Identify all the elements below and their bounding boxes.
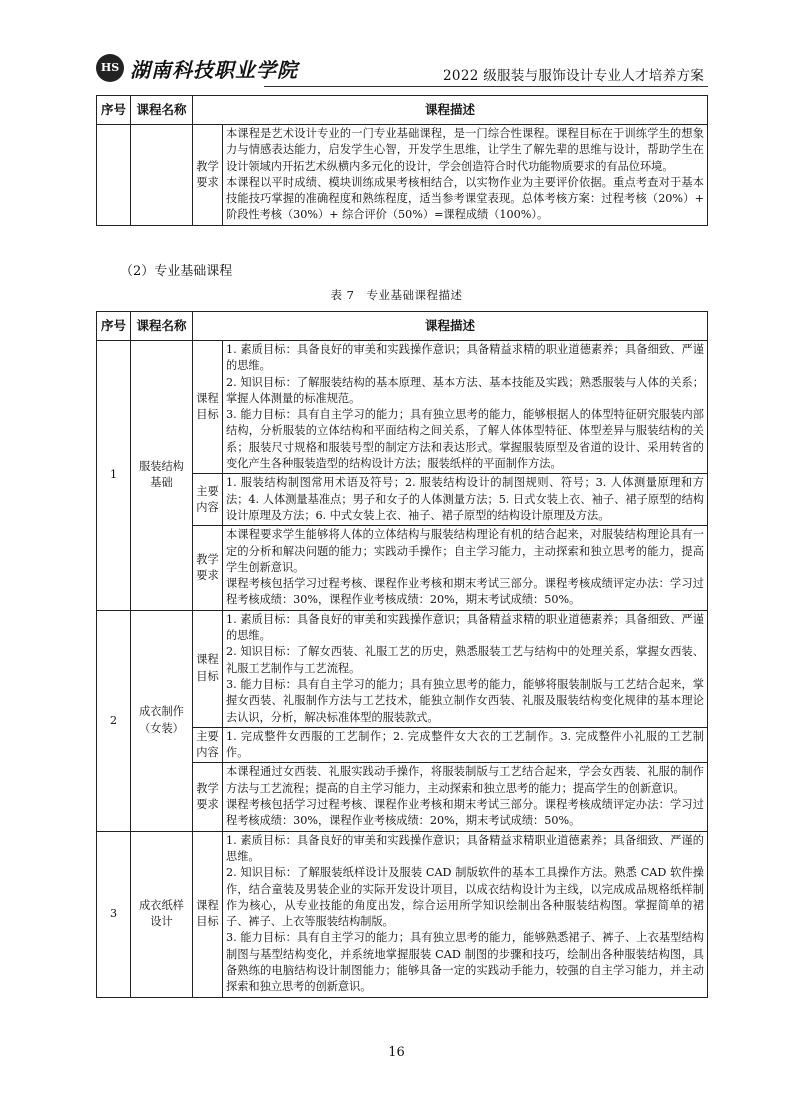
course-table <box>96 311 708 998</box>
paragraph: 1. 素质目标：具备良好的审美和实践操作意识；具备精益求精的职业道德素养；具备细致、严谨的思维。 <box>226 343 704 373</box>
header-desc: 课程描述 <box>193 312 708 341</box>
paragraph: 1. 素质目标：具备良好的审美和实践操作意识；具备精益求精职业道德素养；具备细致、严谨的思维。 <box>226 833 704 863</box>
header-no: 序号 <box>97 96 131 125</box>
req-label: 教学要求 <box>193 763 223 831</box>
paragraph: 3. 能力目标：具有自主学习的能力；具有独立思考的能力，能够根据人的体型特征研究服装内部结构，分析服装的立体结构和平面结构之间关系，了解人体体型特征、体型差异与服装结构的关系；服装尺寸规格和服装号型的制定方法和表达形式。掌握服装原型及省道的设计、采用转省的变化产生各种服装造型的结构设计方法；服装纸样的平面制作方法。 <box>226 408 704 471</box>
goal-cell <box>223 341 708 474</box>
desc-cell <box>223 125 708 226</box>
table-row <box>97 341 708 474</box>
goal-cell <box>223 610 708 727</box>
paragraph: 1. 素质目标：具备良好的审美和实践操作意识；具备精益求精的职业道德素养；具备细致、严谨的思维。 <box>226 612 704 643</box>
paragraph: 本课程是艺术设计专业的一门专业基础课程，是一门综合性课程。课程目标在于训练学生的想象力与情感表达能力，启发学生心智，开发学生思维，让学生了解先辈的思维与设计，帮助学生在设计领域内开拓艺术纵横内多元化的设计，学会创造符合时代功能物质要求的有品位环境。 <box>226 127 704 173</box>
header-desc: 课程描述 <box>193 96 708 125</box>
course-name: 服装结构基础 <box>131 341 193 611</box>
page-number: 16 <box>388 1045 405 1060</box>
content-label: 主要内容 <box>193 727 223 763</box>
table-row <box>97 125 708 226</box>
course-name: 成衣制作（女装） <box>131 610 193 831</box>
course-no: 3 <box>97 831 131 997</box>
goal-label: 课程目标 <box>193 831 223 997</box>
course-name: 成衣纸样设计 <box>131 831 193 997</box>
paragraph: 2. 知识目标：了解服装纸样设计及服装 CAD 制版软件的基本工具操作方法。熟悉 CAD 软件操作，结合童装及男装企业的实际开发设计项目，以成衣结构设计为主线，以完成成品规格纸样制作为核心，从专业技能的角度出发，综合运用所学知识绘制出各种服装结构图。掌握简单的裙子、裤子、上衣等服装结构制版。 <box>226 866 704 929</box>
content-label: 主要内容 <box>193 474 223 526</box>
goal-label: 课程目标 <box>193 610 223 727</box>
paragraph: 2. 知识目标：了解服装结构的基本原理、基本方法、基本技能及实践；熟悉服装与人体的关系；掌握人体测量的标准规范。 <box>226 375 704 405</box>
document-title: 2022 级服装与服饰设计专业人才培养方案 <box>443 68 704 84</box>
paragraph: 本课程以平时成绩、模块训练成果考核相结合，以实物作业为主要评价依据。重点考查对于基本技能技巧掌握的准确程度和熟练程度，适当参考课堂表现。总体考核方案：过程考核（20%）+ 阶段性考核（30%）+ 综合评价（50%）=课程成绩（100%）。 <box>226 175 704 222</box>
goal-label: 课程目标 <box>193 341 223 474</box>
paragraph: 课程考核包括学习过程考核、课程作业考核和期末考试三部分。课程考核成绩评定办法：学习过程考核成绩：30%，课程作业考核成绩：20%，期末考试成绩：50%。 <box>226 577 704 607</box>
paragraph: 课程考核包括学习过程考核、课程作业考核和期末考试三部分。课程考核成绩评定办法：学习过程考核成绩：30%，课程作业考核成绩：20%，期末考试成绩：50%。 <box>226 798 704 828</box>
cell-no <box>97 125 131 226</box>
course-table-continued <box>96 95 708 226</box>
header-rule <box>264 86 708 87</box>
sub-label: 教学要求 <box>193 125 223 226</box>
paragraph: 3. 能力目标：具有自主学习的能力；具有独立思考的能力，能够将服装制版与工艺结合起来，掌握女西装、礼服制作方法与工艺技术，能独立制作女西装、礼服及服装结构变化规律的基本理论去认识，分析，解决标准体型的服装款式。 <box>226 677 704 724</box>
paragraph: 2. 知识目标：了解女西装、礼服工艺的历史，熟悉服装工艺与结构中的处理关系，掌握女西装、礼服工艺制作与工艺流程。 <box>226 645 704 675</box>
content-cell <box>223 474 708 526</box>
college-name: 湖南科技职业学院 <box>130 58 298 82</box>
goal-cell <box>223 831 708 997</box>
table-row <box>97 831 708 997</box>
header-no: 序号 <box>97 312 131 341</box>
course-no: 1 <box>97 341 131 611</box>
paragraph: 本课程通过女西装、礼服实践动手操作，将服装制版与工艺结合起来，学会女西装、礼服的制作方法与工艺流程；提高的自主学习能力，主动探索和独立思考的能力；提高学生的创新意识。 <box>226 765 704 795</box>
paragraph: 1. 完成整件女西服的工艺制作；2. 完成整件女大衣的工艺制作。3. 完成整件小礼服的工艺制作。 <box>226 729 704 760</box>
table-caption: 表 7 专业基础课程描述 <box>330 288 463 302</box>
table-header-row <box>97 312 708 341</box>
college-logo: HS <box>96 54 124 82</box>
req-label: 教学要求 <box>193 526 223 610</box>
req-cell <box>223 763 708 831</box>
header-name: 课程名称 <box>131 312 193 341</box>
paragraph: 本课程要求学生能够将人体的立体结构与服装结构理论有机的结合起来，对服装结构理论具有一定的分析和解决问题的能力；实践动手操作；自主学习能力，主动探索和独立思考的能力，提高学生创新意识。 <box>226 528 704 574</box>
paragraph: 3. 能力目标：具有自主学习的能力；具有独立思考的能力，能够熟悉裙子、裤子、上衣基型结构制图与基型结构变化，并系统地掌握服装 CAD 制图的步骤和技巧，绘制出各种服装结构图，具备熟练的电脑结构设计制图能力；能够具备一定的实践动手能力，较强的自主学习能力，并主动探索和独立思考的创新意识。 <box>226 931 704 994</box>
req-cell <box>223 526 708 610</box>
course-no: 2 <box>97 610 131 831</box>
cell-name <box>131 125 193 226</box>
paragraph: 1. 服装结构制图常用术语及符号；2. 服装结构设计的制图规则、符号；3. 人体测量原理和方法；4. 人体测量基准点；男子和女子的人体测量方法；5. 日式女装上衣、袖子、裙子原型的结构设计原理及方法；6. 中式女装上衣、袖子、裙子原型的结构设计原理及方法。 <box>226 476 704 522</box>
table-row <box>97 610 708 727</box>
section-heading: （2）专业基础课程 <box>120 264 233 279</box>
table-header-row <box>97 96 708 125</box>
page-header <box>96 52 708 90</box>
header-name: 课程名称 <box>131 96 193 125</box>
content-cell <box>223 727 708 763</box>
